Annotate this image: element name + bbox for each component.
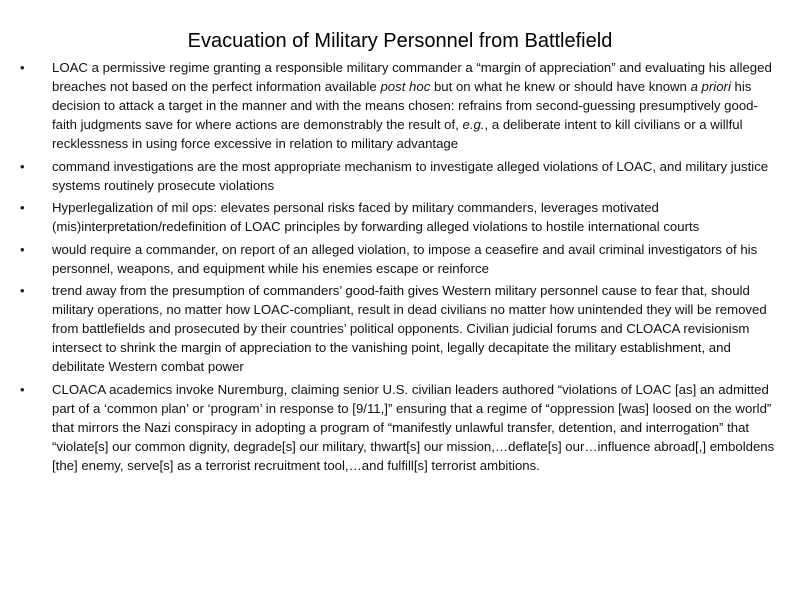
- bullet-text: command investigations are the most appropriate mechanism to investigate alleged violations of LOAC, and military justice systems routinely prosecute violations: [52, 158, 769, 193]
- bullet-list: [18, 58, 778, 478]
- bullet-icon: •: [20, 158, 25, 174]
- bullet-text-part: his decision to attack a target in the manner and with the means chosen: refrains from second-guessing presumptively good-faith judgments save for where actions are demonstrably the result of,: [52, 79, 758, 132]
- bullet-text: Hyperlegalization of mil ops: elevates personal risks faced by military commanders, leverages motivated (mis)interpretation/redefinition of LOAC principles by forwarding alleged violations to hostile international courts: [52, 200, 700, 234]
- bullet-text: CLOACA academics invoke Nuremburg, claiming senior U.S. civilian leaders authored “violations of LOAC [as] an admitted part of a ‘common plan’ or ‘program’ in response to [9/11,]” ensuring that a regime of “oppression [was] loosed on the world” that mirrors the Nazi conspiracy in adopting a program of “manifestly unlawful transfer, detention, and interrogation” that “violate[s] our common dignity, degrade[s] our military, thwart[s] our mission,…deflate[s] our…influence abroad[,] emboldens [the] enemy, serve[s] as a terrorist recruitment tool,…and fulfill[s] terrorist ambitions.: [52, 381, 775, 473]
- bullet-item: [18, 58, 778, 153]
- bullet-item: [18, 281, 778, 376]
- bullet-item: [18, 198, 778, 236]
- bullet-icon: •: [20, 283, 25, 298]
- bullet-text: trend away from the presumption of commanders’ good-faith gives Western military personnel cause to fear that, should military operations, no matter how LOAC-compliant, result in dead civilians no matter how unintended they will be removed from battlefields and prosecuted by their countries’ political opponents. Civilian judicial forums and CLOACA revisionism intersect to shrink the margin of appreciation to the vanishing point, legally decapitate the military establishment, and debilitate Western combat power: [52, 283, 767, 374]
- bullet-item: [18, 380, 778, 475]
- bullet-text: [52, 60, 772, 151]
- italic-term: a priori: [690, 79, 731, 94]
- bullet-icon: •: [20, 200, 25, 215]
- bullet-icon: •: [20, 241, 25, 257]
- bullet-icon: •: [20, 60, 25, 75]
- bullet-icon: •: [20, 381, 25, 397]
- slide-title: Evacuation of Military Personnel from Battlefield: [187, 30, 613, 52]
- bullet-item: [18, 157, 778, 195]
- bullet-text: would require a commander, on report of an alleged violation, to impose a ceasefire and avail criminal investigators of his personnel, weapons, and equipment while his enemies escape or reinforce: [52, 241, 758, 276]
- bullet-text-part: but on what he knew or should have known: [430, 79, 691, 94]
- bullet-text-part: , a deliberate intent to kill civilians or a willful recklessness in using force excessive in relation to military advantage: [52, 117, 743, 151]
- italic-term: post hoc: [380, 79, 431, 94]
- italic-term: e.g.: [462, 117, 485, 132]
- bullet-item: [18, 240, 778, 278]
- bullet-text-part: LOAC a permissive regime granting a responsible military commander a “margin of appreciation” and evaluating his alleged breaches not based on the perfect information available: [52, 60, 772, 94]
